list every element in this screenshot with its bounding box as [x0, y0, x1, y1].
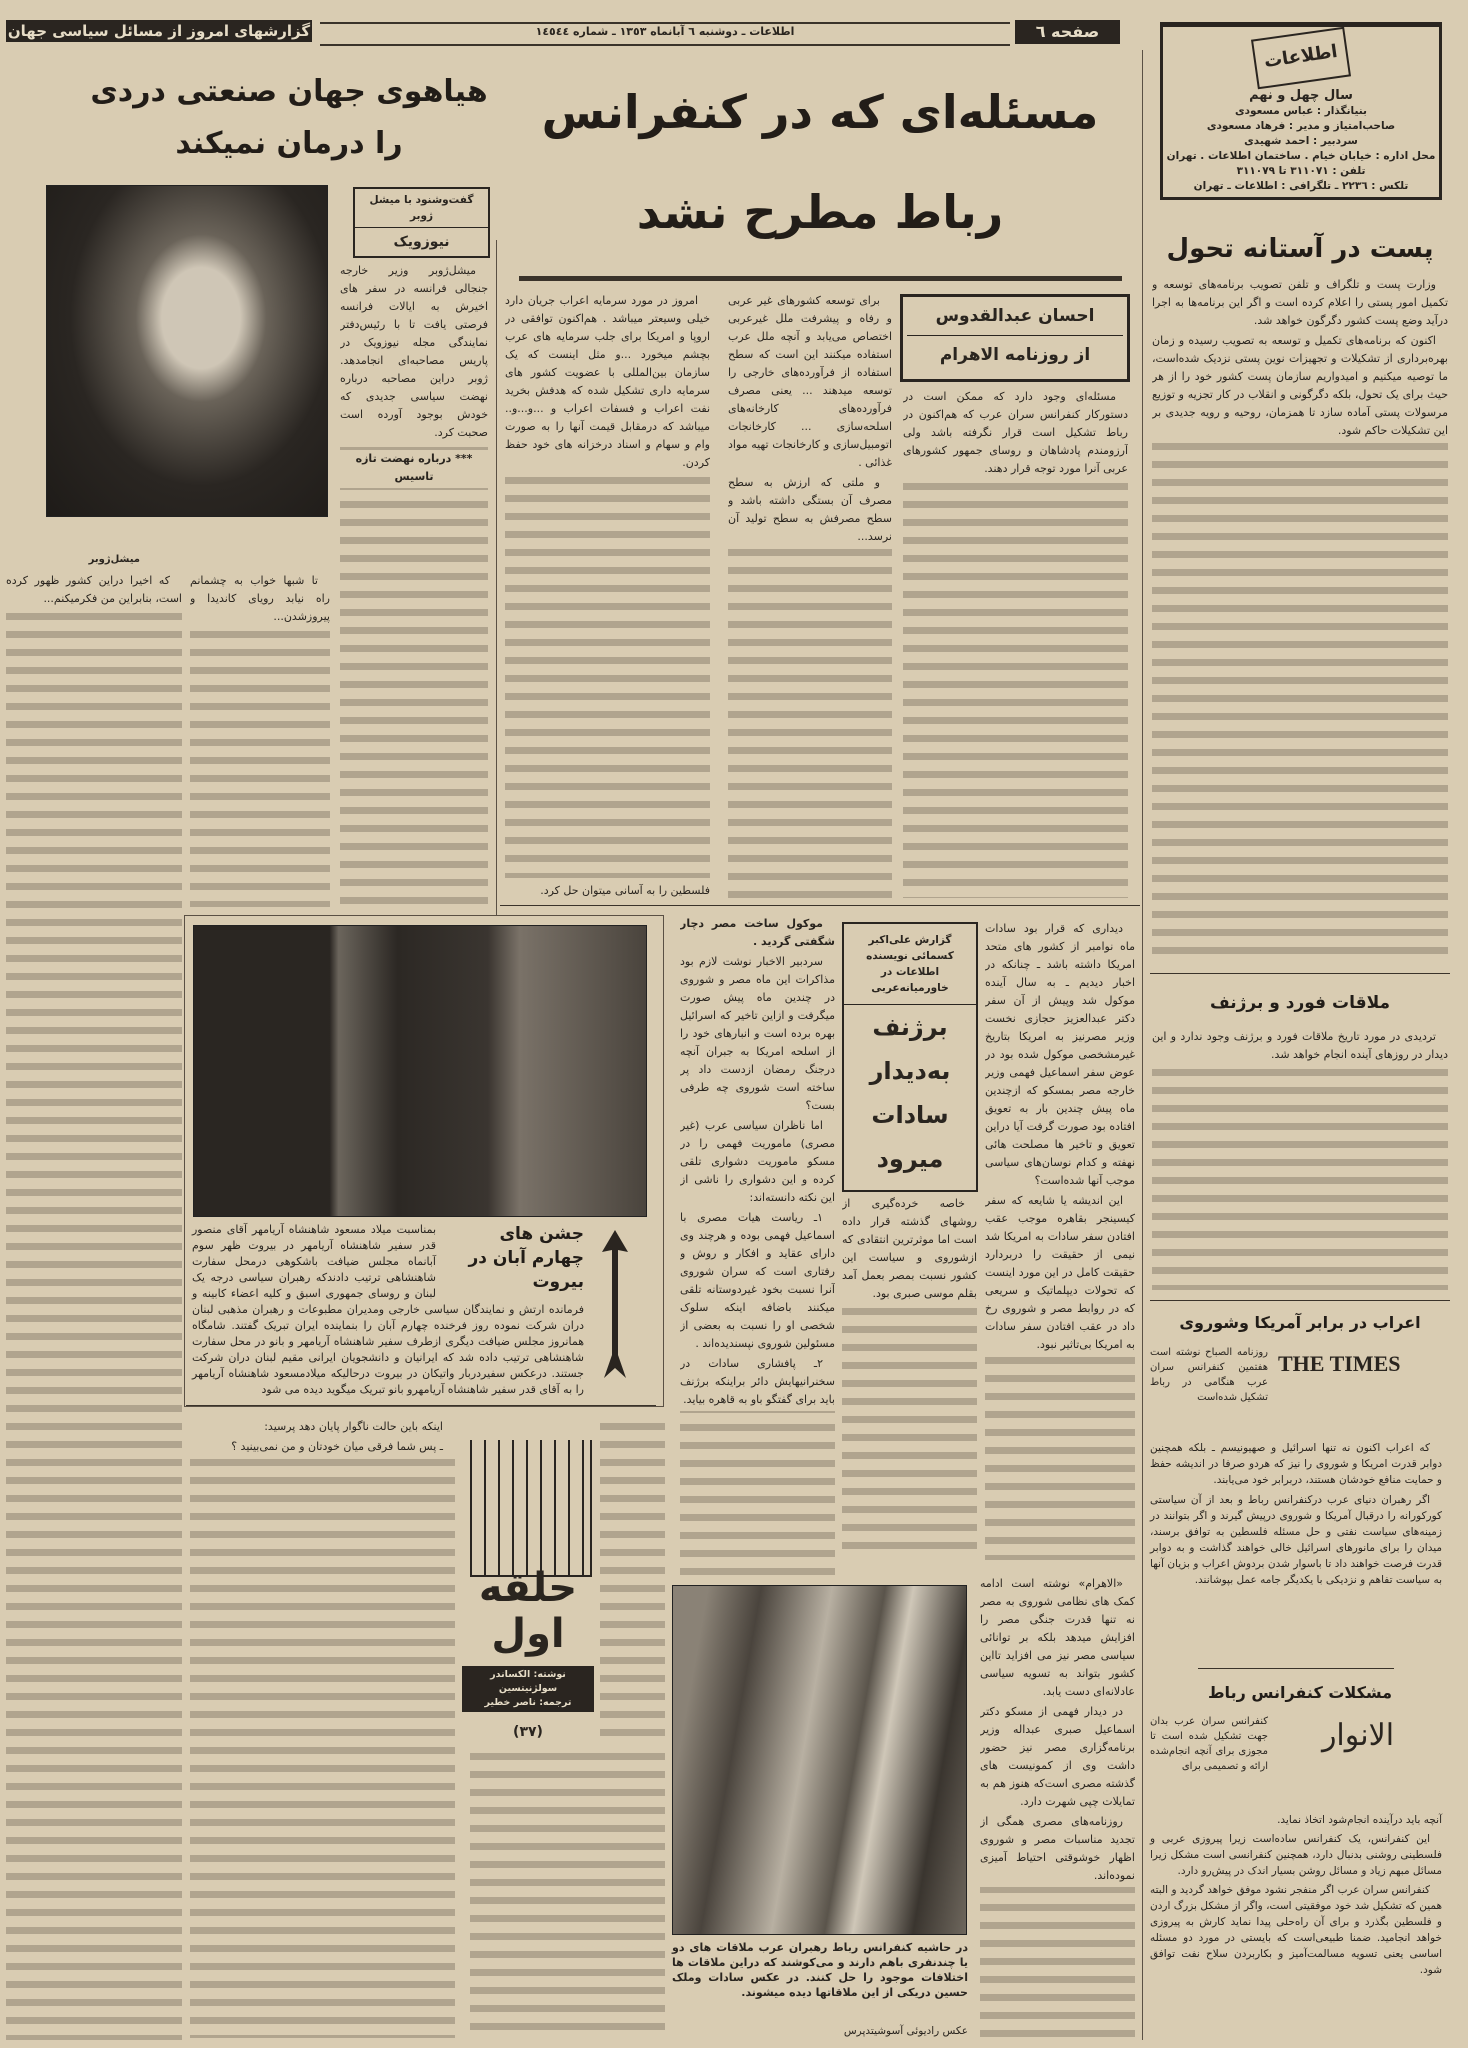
paragraph: این کنفرانس، یک کنفرانس ساده‌است زیرا پیروزی عربی و فلسطینی روشنی بدنبال دارد، همچنین کنفرانسی است مشکل زیرا مسائل مبهم زیاد و مسائل روشن بسیار اندک در پیش‌رو دارد.	[1150, 1833, 1442, 1877]
arabs-sidebar	[1150, 1345, 1268, 1405]
beirut-headline: جشن های چهارم آبان در بیروت	[468, 1224, 584, 1292]
paragraph: اکنون که برنامه‌های تکمیل و توسعه به تصویب رسیده و زمان بهره‌برداری از تشکیلات و تجهیزات نوین پستی نزدیک شده‌است، ما توصیه میکنیم و امیدواریم سازمان پست کشور خود را از هر حیث برای یک تحول، بلکه دگرگونی و انقلاب در کار تجزیه و توزیع مرسولات پستی آماده سازد تا همزمان، روحیه و رویه جدیدی بر این تشکیلات حاکم شود.	[1152, 332, 1448, 442]
paragraph: ـ پس شما فرقی میان خودتان و من نمی‌بینید ؟	[190, 1438, 455, 1458]
author-source: از روزنامه الاهرام	[939, 345, 1091, 365]
brezhnev-headline-line: به‌دیدار	[869, 1057, 951, 1085]
serial-col	[190, 1418, 455, 2038]
arabs-title: اعراب در برابر آمریکا وشوروی	[1179, 1313, 1421, 1332]
serial-title: حلقه اول	[478, 1565, 578, 1657]
serial-episode: (٣٧)	[513, 1724, 543, 1740]
serial-translator: ترجمه: ناصر خطیر	[484, 1697, 572, 1708]
sadat-photo-caption: در حاشیه کنفرانس رباط رهبران عرب ملاقات های دو یا چندنفری باهم دارند و می‌کوشند که دراین ملاقات ها اختلافات موجود را حل کنند. در عکس سادات وملک حسین دریکی از این ملاقاتها دیده میشوند.	[672, 1941, 968, 1999]
divider	[186, 1405, 656, 1406]
paragraph: تردیدی در مورد تاریخ ملاقات فورد و برژنف وجود ندارد و این دیدار در روزهای آینده انجام خواهد شد.	[1152, 1028, 1448, 1066]
ford-brezhnev-title: ملاقات فورد و برژنف	[1209, 993, 1391, 1013]
lead-col-left	[505, 292, 710, 878]
newspaper-logo	[1251, 27, 1351, 90]
serial-box	[462, 1440, 594, 1716]
jobert-kicker: گفت‌وشنود با میشل ژوبر	[355, 189, 488, 228]
paragraph: وزارت پست و تلگراف و تلفن تصویب برنامه‌های توسعه و تکمیل امور پستی را اعلام کرده است و اگر این برنامه‌ها به اجرا درآید وضع پست کشور دگرگون خواهد شد.	[1152, 276, 1448, 332]
divider	[1150, 973, 1450, 974]
masthead-telex: تلکس : ٢٢٣٦ ـ تلگرافی : اطلاعات ـ تهران	[1193, 180, 1409, 192]
brezhnev-col-beside	[985, 920, 1135, 1560]
paragraph: اما ناظران سیاسی عرب (غیر مصری) ماموریت فهمی را در مسکو ماموریت دشواری تلقی کرده و این دشواری را ناشی از این نکته دانسته‌اند:	[680, 1117, 835, 1209]
paragraph: این اندیشه یا شایعه که سفر کیسینجر بقاهره موجب عقب افتادن سفر سادات به امریکا شد نیمی از حقیقت را دربردارد حقیقت کامل در این مورد اینست که تحولات دیپلماتیک و سریعی که در روابط مصر و شوروی رخ داد در عقب افتادن سفر سادات به امریکا بی‌تاثیر نبود.	[985, 1192, 1135, 1356]
brezhnev-box	[842, 922, 978, 1192]
page-label: صفحه ٦	[1015, 20, 1120, 44]
column-divider	[496, 240, 497, 915]
beirut-caption-block	[192, 1222, 584, 1398]
serial-col-2	[470, 1748, 665, 2038]
logo-text: اطلاعات	[1262, 40, 1339, 73]
author-box	[900, 294, 1130, 382]
paragraph: اگر رهبران دنیای عرب درکنفرانس رباط و بعد از آن سیاستی کورکورانه را درقبال آمریکا و شوروی درپیش گیرند و اگر بتوانند در زمینه‌های سیاست نفتی و حل مسئله فلسطین به توافق برسند، میدان را برای مانورهای اسرائیل خالی خواهند گذاشت و به دوابر قدرت فرصت خواهند داد تا باسوار شدن بردوش اعراب و بزیان آنها به سیاست تفاهم و نزدیکی با یکدیگر جامه عمل بپوشانند.	[1150, 1494, 1442, 1586]
paragraph: در دیدار فهمی از مسکو دکتر اسماعیل صبری عبداله وزیر برنامه‌گزاری مصر نیز حضور داشت وی از کمونیست های گذشته مصری است‌که هنوز هم به تمایلات چپی شهرت دارد.	[980, 1703, 1135, 1813]
serial-illustration	[470, 1440, 592, 1577]
paragraph: روزنامه‌های مصری همگی از تجدید مناسبات مصر و شوروی اظهار خوشوقتی احتیاط آمیزی نموده‌اند.	[980, 1813, 1135, 1887]
serial-credits	[462, 1666, 594, 1712]
times-logo: THE TIMES	[1278, 1351, 1401, 1376]
jobert-col-b	[190, 572, 330, 907]
paragraph: امروز در مورد سرمایه اعراب جریان دارد خیلی وسیعتر میباشد . هم‌اکنون توافقی در اروپا و امریکا برای جلب سرمایه های عرب بچشم میخورد ...و مثل اینست که یک سازمان بین‌المللی با عضویت کشور های سرمایه داری تشکیل شده که هدفش بخرید نفت اعراب و فسفات اعراب و ...و...و.. میباشد که درمقابل قیمت آنها را به صورت وام و سهام و اسناد درخزانه های خود حفظ کردن.	[505, 292, 710, 474]
divider	[1150, 1300, 1450, 1301]
paragraph: اینکه باین حالت ناگوار پایان دهد پرسید:	[190, 1418, 455, 1438]
masthead-founder: بنیانگذار : عباس مسعودی	[1235, 105, 1367, 117]
brezhnev-headline-line: میرود	[876, 1145, 944, 1173]
al-anwar-logo: الانوار	[1321, 1718, 1395, 1753]
paragraph: سردبیر الاخبار نوشت لازم بود مذاکرات این ماه مصر و شوروی در چندین ماه پیش صورت میگرفت و ازاین تاخیر که اسرائیل بهره برده است و انبارهای خود را از اسلحه امریکا به جبران آنچه درجنگ رمضان ازدست داد پر ساخته است شوروی چه طرفی بست؟	[680, 953, 835, 1117]
paragraph: تا شبها خواب به چشمانم راه نیابد رویای کاندیدا و پیروزشدن...	[190, 572, 330, 628]
jobert-source: نیوزویک	[393, 234, 450, 250]
brezhnev-headline-line: سادات	[871, 1101, 949, 1129]
lead-headline: مسئله‌ای که در کنفرانس رباط مطرح نشد	[541, 85, 1099, 239]
lead-closing-line: فلسطین را به آسانی میتوان حل کرد.	[540, 884, 710, 897]
masthead-box	[1160, 22, 1442, 200]
paragraph: ١ـ ریاست هیات مصری با اسماعیل فهمی بوده و هرچند وی دارای عقاید و افکار و روش و رفتاری است که سران شوروی آنرا نسبت بخود غیردوستانه تلقی میکنند باضافه اینکه سلوک شخصی او را نسبت به بعضی از مسئولین شوروی نپسندیده‌اند .	[680, 1209, 835, 1355]
divider	[500, 905, 1140, 906]
paragraph: که اعراب اکنون نه تنها اسرائیل و صهیونیسم ـ بلکه همچنین دوابر قدرت امریکا و شوروی را نیز که هردو صرفا در اندیشه حفظ و حمایت منافع خودشان هستند، دربرابر خود می‌یابند.	[1150, 1442, 1442, 1486]
jobert-col-a	[6, 572, 182, 2040]
masthead-phone: تلفن : ٣١١٠٧١ تا ٣١١٠٧٩	[1236, 165, 1366, 177]
rabat-sidebar	[1150, 1714, 1268, 1774]
section-label: گزارشهای امروز از مسائل سیاسی جهان	[7, 22, 311, 40]
headline-rule	[519, 276, 1122, 281]
jobert-photo	[46, 185, 328, 517]
editorial-body	[1152, 276, 1448, 962]
divider	[1198, 1668, 1394, 1669]
ford-brezhnev-body	[1152, 1028, 1448, 1290]
brezhnev-col-left	[680, 915, 835, 1581]
jobert-source-box	[353, 187, 490, 258]
masthead-editor: سردبیر : احمد شهیدی	[1244, 135, 1358, 147]
paragraph: که اخیرا دراین کشور ظهور کرده است، بنابراین من فکرمیکنم...	[6, 572, 182, 610]
arabs-body	[1150, 1440, 1442, 1588]
masthead-office: محل اداره : خیابان خیام . ساختمان اطلاعات . تهران	[1166, 150, 1436, 162]
author-name: احسان عبدالقدوس	[907, 297, 1123, 336]
column-divider	[1142, 50, 1143, 2040]
paragraph: روزنامه الصباح نوشته است هفتمین کنفرانس سران عرب هنگامی در رباط تشکیل شده‌است	[1150, 1347, 1268, 1403]
masthead-publisher: صاحب‌امتیاز و مدیر : فرهاد مسعودی	[1206, 120, 1396, 132]
arrow-up-icon	[600, 1230, 630, 1380]
paragraph: و ملتی که ارزش به سطح مصرف آن بستگی داشته باشد و سطح مصرفش به سطح تولید آن نرسد...	[728, 474, 892, 548]
editorial-title: پست در آستانه تحول	[1166, 234, 1434, 264]
beirut-caption: بمناسبت میلاد مسعود شاهنشاه آریامهر آقای منصور قدر سفیر شاهنشاه آریامهر در بیروت ظهر سوم آبانماه مجلس ضیافت باشکوهی درمحل سفارت شاهنشاهی ترتیب دادندکه رهبران سیاسی درجه یک لبنان و روسای جمهوری اسبق و کلیه اعضاء کابینه و فرمانده ارتش و نمایندگان سیاسی خارجی ومدیران مطبوعات و رهبران مذهبی لبنان دران شرکت نموده روز فرخنده چهارم آبان را بنماینده ایران تبریک گفتند. شامگاه همانروز مجلس ضیافت دیگری ازطرف سفیر شاهنشاه آریامهر و بانو در محل سفارت شاهنشاهی ترتیب داده شد که ایرانیان و دانشجویان ایرانی مقیم لبنان دران شرکت جستند. درعکس سفیردربار واتیکان در بیروت درحالیکه میلادمسعود شاهنشاه آریامهر را به آقای قدر سفیر شاهنشاه آریامهرو بانو تبریک میگوید دیده می شود	[192, 1223, 584, 1396]
rabat-body	[1150, 1812, 1442, 1978]
lead-col-right	[903, 388, 1128, 898]
brezhnev-headline-line: برژنف	[872, 1013, 948, 1041]
paragraph: دیداری که قرار بود سادات ماه نوامبر از کشور های متحد امریکا داشته باشد ـ چنانکه در اخبار دیدیم ـ به سال آینده موکول شد وپیش از آن سفر دکتر عبدالعزیز حجازی نخست وزیر مصرنیز به امریکا بتاریخ غیرمشخصی موکول شده بود در عوض سفر اسماعیل فهمی وزیر خارجه مصر بمسکو که ازچندین ماه پیش چندین بار به تعویق افتاده بود صورت گرفت آیا دراین تعویق و تاخیر ها مصلحت هائی نهفته و کدام نوسان‌های سیاسی موجب آنها شده‌است؟	[985, 920, 1135, 1192]
paragraph: کنفرانس سران عرب بدان جهت تشکیل شده است تا مجوزی برای آنچه انجام‌شده ارائه و تصمیمی برای	[1150, 1716, 1268, 1772]
paragraph: برای توسعه کشورهای غیر عربی و رفاه و پیشرفت ملل غیرعربی اختصاص می‌یابد و آنچه ملل عرب استفاده میکنند این است که سطح استفاده از فرآورده‌های خارجی را توسعه میدهند ... یعنی مصرف فرآورده‌های کارخانه‌های اسلحه‌سازی ... کارخانجات اتومبیل‌سازی و کارخانجات تهیه مواد غذائی .	[728, 292, 892, 474]
jobert-photo-caption: میشل‌ژوبر	[88, 554, 140, 565]
paragraph: آنچه باید درآینده انجام‌شود اتخاذ نماید.	[1277, 1814, 1442, 1826]
serial-col-3	[600, 1418, 665, 1738]
jobert-intro-col	[340, 262, 488, 910]
masthead-year: سال چهل و نهم	[1249, 88, 1353, 103]
rabat-problems-title: مشکلات کنفرانس رباط	[1207, 1683, 1393, 1702]
paragraph: مسئله‌ای وجود دارد که ممکن است در دستورکار کنفرانس سران عرب که هم‌اکنون در رباط تشکیل است قرار نگرفته باشد ولی آرزومندم پادشاهان و روسای جمهور کشورهای عربی آنرا مورد توجه قرار دهند.	[903, 388, 1128, 480]
sadat-photo-credit: عکس رادیوئی آسوشیتدپرس	[843, 2025, 968, 2037]
paragraph: «الاهرام» نوشته است ادامه کمک های نظامی شوروی به مصر نه تنها قدرت جنگی مصر را افزایش میدهد بلکه بر توانائی سیاسی مصر نیز می افزاید تااین کشور بتواند به تسویه سیاسی عادلانه‌ای دست یابد.	[980, 1575, 1135, 1703]
lead-col-middle	[728, 292, 892, 898]
subhead: *** درباره نهضت تازه تاسیس	[340, 450, 488, 488]
serial-author: نوشته: الکساندر سولژنیتسین	[490, 1669, 566, 1694]
header-rule-top	[320, 22, 1010, 24]
dateline: اطلاعات ـ دوشنبه ٦ آبانماه ١٣٥٣ ـ شماره ١٤٥٤٤	[535, 25, 795, 38]
beirut-photo	[193, 925, 647, 1217]
paragraph: خاصه خرده‌گیری از روشهای گذشته قرار داده است اما موثرترین انتقادی که ازشوروی و سیاست این کشور نسبت بمصر بعمل آمد بقلم موسی صبری بود.	[842, 1195, 977, 1305]
brezhnev-col-bottom	[980, 1575, 1135, 2040]
paragraph: میشل‌ژوبر وزیر خارجه جنجالی فرانسه در سفر های اخیرش به ایالات فرانسه فرصتی یافت تا با رئیس‌دفتر نمایندگی مجله نیوزویک در پاریس مصاحبه‌ای انجامدهد. ژوبر دراین مصاحبه درباره نهضت سیاسی جدیدی که خودش بوجود آورده است صحبت کرد.	[340, 262, 488, 444]
jobert-headline: هیاهوی جهان صنعتی دردی را درمان نمیکند	[90, 74, 488, 161]
brezhnev-col-under	[842, 1195, 977, 1560]
paragraph: ٢ـ پافشاری سادات در سخنرانیهایش دائر براینکه برژنف باید برای گفتگو باو به قاهره بیاید.	[680, 1355, 835, 1411]
paragraph: کنفرانس سران عرب اگر منفجر نشود موفق خواهد گردید و البته همین که تشکیل شد خود موفقیتی است، واگر از مشکل بزرگ اردن و فلسطین بگذرد و برای آن راه‌حلی پیدا نماید کارش به پیروزی خواهد انجامید. ضمنا طبیعی‌است که بایستی در مورد دو مسئله اساسی یعنی تسویه مسالمت‌آمیز و بکاربردن سلاح نفت توافق شود.	[1150, 1884, 1442, 1976]
brezhnev-byline: گزارش علی‌اکبر کسمائی نویسنده اطلاعات در خاورمیانه‌عربی	[844, 924, 976, 1005]
paragraph: موکول ساخت مصر دچار شگفتی گردید .	[680, 915, 835, 953]
header-rule-bottom	[320, 44, 1010, 46]
sadat-hussein-photo	[672, 1585, 967, 1935]
